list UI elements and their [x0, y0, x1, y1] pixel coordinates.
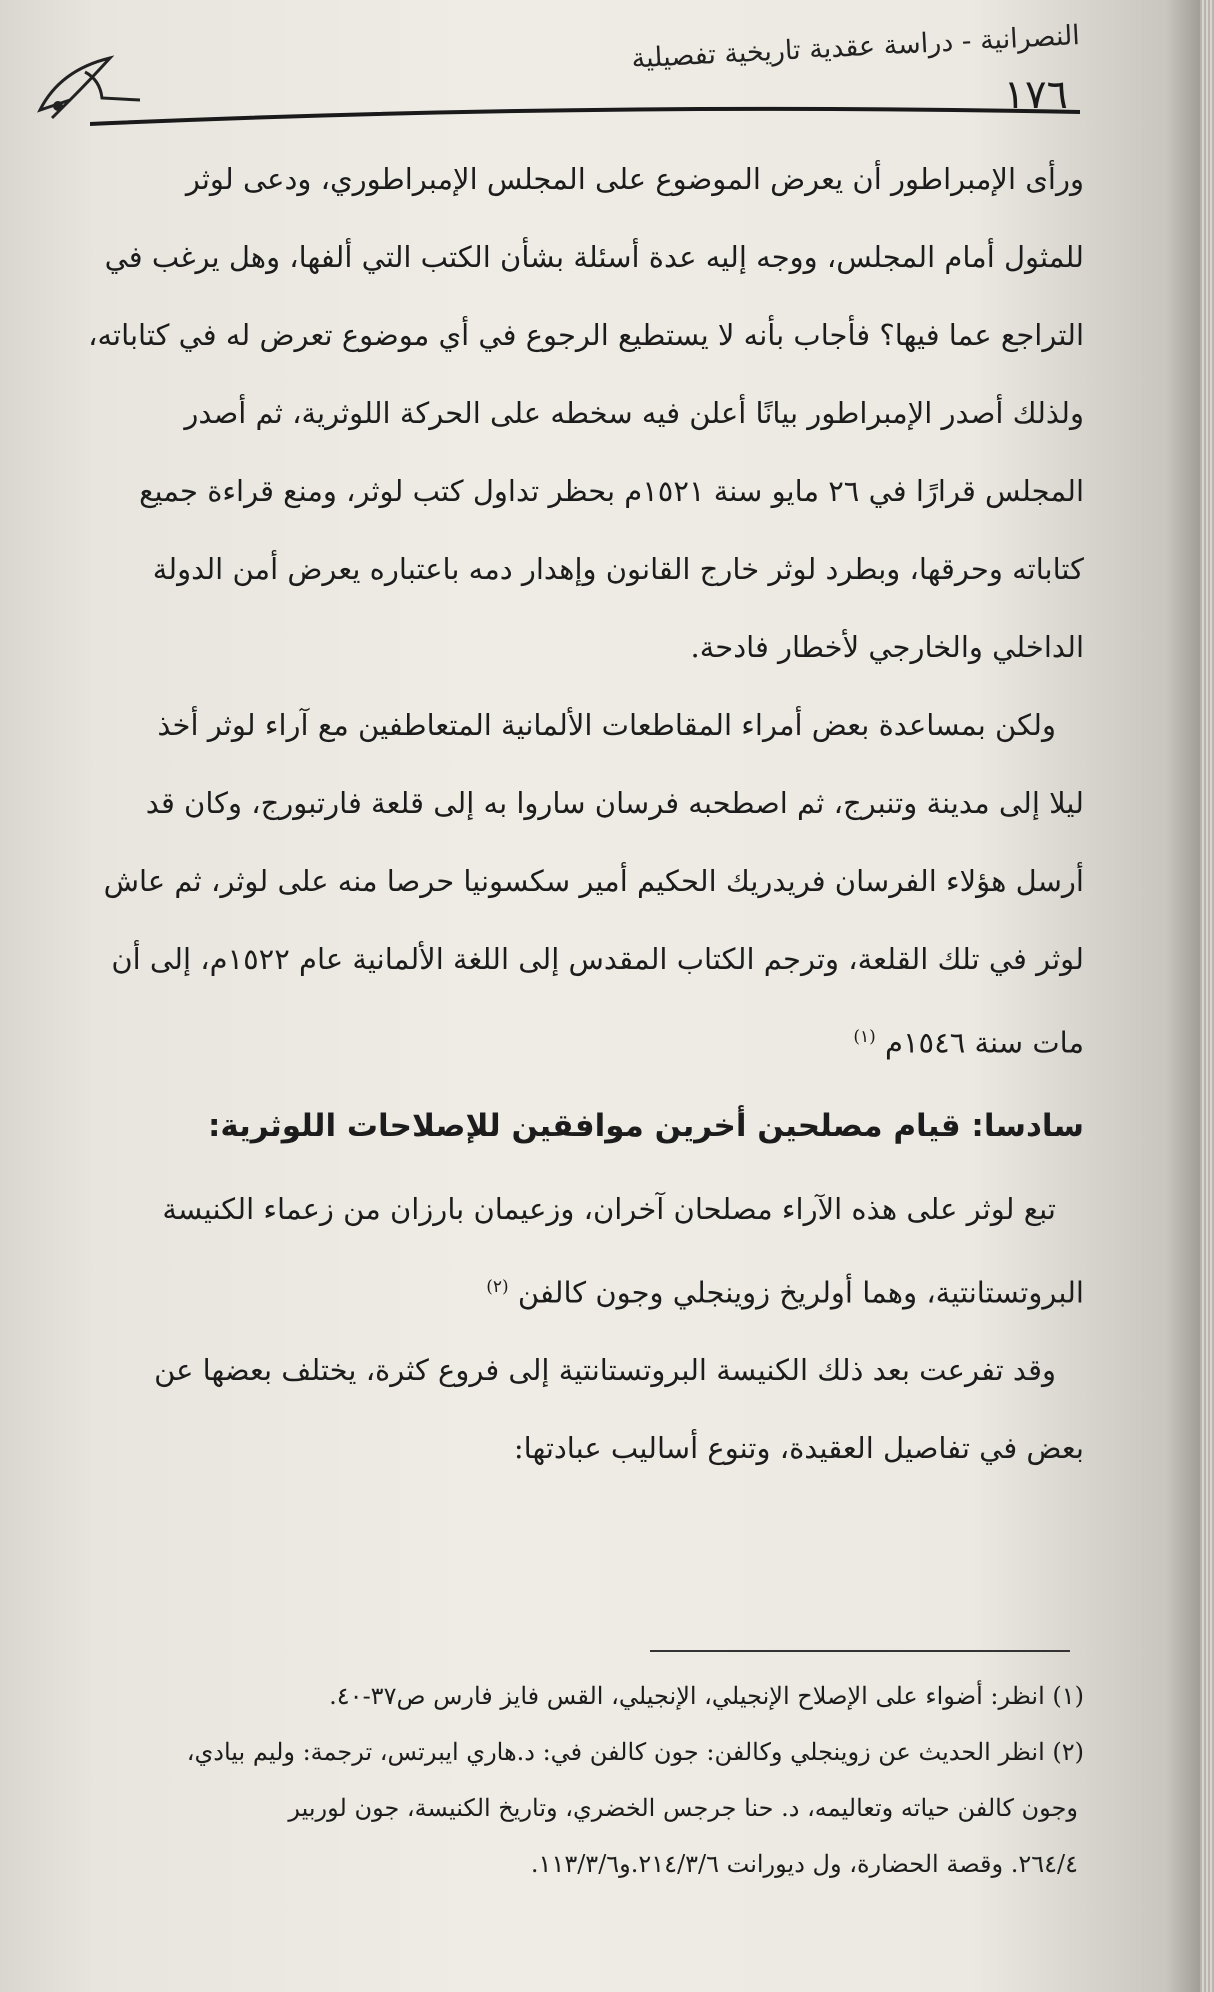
text-line: ولكن بمساعدة بعض أمراء المقاطعات الألمانية المتعاطفين مع آراء لوثر أخذ: [157, 708, 1056, 742]
footnote-rule: [650, 1650, 1070, 1652]
text-line: الداخلي والخارجي لأخطار فادحة.: [690, 630, 1084, 664]
page-header: [30, 14, 1080, 124]
text-line: التراجع عما فيها؟ فأجاب بأنه لا يستطيع الرجوع في أي موضوع تعرض له في كتاباته،: [88, 318, 1084, 352]
section-heading: سادسا: قيام مصلحين أخرين موافقين للإصلاحات اللوثرية:: [207, 1107, 1084, 1144]
text-line: لوثر في تلك القلعة، وترجم الكتاب المقدس إلى اللغة الألمانية عام ١٥٢٢م، إلى أن: [111, 942, 1084, 976]
paragraph-4: [24, 1331, 1084, 1487]
running-title: النصرانية - دراسة عقدية تاريخية تفصيلية: [631, 20, 1081, 75]
page-edge: [1200, 0, 1214, 1992]
footnote-2-line-3: ٢٦٤/٤. وقصة الحضارة، ول ديورانت ٢١٤/٣/٦.و١١٣/٣/٦.: [530, 1850, 1078, 1878]
text-line-content: مات سنة ١٥٤٦م: [885, 1025, 1084, 1060]
footnote-ref-1: (١): [853, 1027, 876, 1047]
footnote-ref-2: (٢): [486, 1276, 509, 1297]
text-line: ليلا إلى مدينة وتنبرج، ثم اصطحبه فرسان ساروا به إلى قلعة فارتبورج، وكان قد: [145, 786, 1084, 820]
text-line: وقد تفرعت بعد ذلك الكنيسة البروتستانتية إلى فروع كثرة، يختلف بعضها عن: [154, 1353, 1056, 1388]
text-line: كتاباته وحرقها، وبطرد لوثر خارج القانون وإهدار دمه باعتباره يعرض أمن الدولة: [152, 552, 1084, 586]
footnotes: [24, 1668, 1084, 1892]
text-line: [24, 1248, 1084, 1332]
footnote-2-line-2: وجون كالفن حياته وتعاليمه، د. حنا جرجس الخضري، وتاريخ الكنيسة، جون لوربير: [288, 1794, 1078, 1822]
text-line: بعض في تفاصيل العقيدة، وتنوع أساليب عبادتها:: [513, 1431, 1084, 1466]
page-number: ١٧٦: [1003, 72, 1068, 118]
text-line: المجلس قرارًا في ٢٦ مايو سنة ١٥٢١م بحظر تداول كتب لوثر، ومنع قراءة جميع: [139, 474, 1084, 508]
paragraph-2: [24, 686, 1084, 1082]
text-line: [24, 998, 1084, 1082]
text-line: ورأى الإمبراطور أن يعرض الموضوع على المجلس الإمبراطوري، ودعى لوثر: [185, 162, 1084, 196]
text-line: للمثول أمام المجلس، ووجه إليه عدة أسئلة بشأن الكتب التي ألفها، وهل يرغب في: [104, 240, 1084, 274]
paragraph-3: [24, 1170, 1084, 1332]
text-line: ولذلك أصدر الإمبراطور بيانًا أعلن فيه سخطه على الحركة اللوثرية، ثم أصدر: [184, 396, 1084, 430]
text-line-content: البروتستانتية، وهما أولريخ زوينجلي وجون كالفن: [517, 1275, 1084, 1310]
footnote-2-line-1: (٢) انظر الحديث عن زوينجلي وكالفن: جون كالفن في: د.هاري ايبرتس، ترجمة: وليم بيادي،: [186, 1738, 1084, 1766]
text-line: أرسل هؤلاء الفرسان فريدريك الحكيم أمير سكسونيا حرصا منه على لوثر، ثم عاش: [103, 864, 1084, 898]
text-line: تبع لوثر على هذه الآراء مصلحان آخران، وزعيمان بارزان من زعماء الكنيسة: [162, 1191, 1056, 1226]
paragraph-1: [24, 140, 1084, 686]
header-rule: [90, 102, 1080, 128]
body-text: [24, 140, 1084, 1740]
footnote-1: (١) انظر: أضواء على الإصلاح الإنجيلي، الإنجيلي، القس فايز فارس ص٣٧-٤٠.: [329, 1682, 1084, 1710]
